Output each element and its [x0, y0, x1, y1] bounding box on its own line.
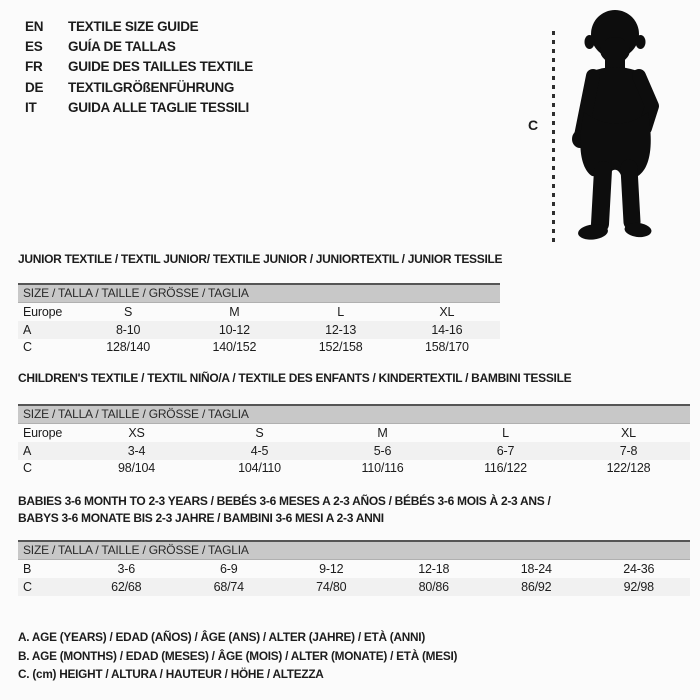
- footnote-a: A. AGE (YEARS) / EDAD (AÑOS) / ÂGE (ANS) / ALTER (JAHRE) / ETÀ (ANNI): [18, 630, 425, 644]
- table-header-size: SIZE / TALLA / TAILLE / GRÖSSE / TAGLIA: [18, 283, 500, 303]
- language-row-fr: [25, 57, 253, 77]
- row-label: C: [23, 579, 32, 594]
- size-cell: L: [502, 425, 509, 440]
- size-cell: S: [255, 425, 264, 440]
- height-cell: 122/128: [606, 461, 651, 476]
- row-label: C: [23, 461, 32, 476]
- age-cell: 9-12: [319, 561, 344, 576]
- height-cell: 86/92: [521, 579, 552, 594]
- age-cell: 14-16: [431, 322, 463, 337]
- section-title: JUNIOR TEXTILE / TEXTIL JUNIOR/ TEXTILE JUNIOR / JUNIORTEXTIL / JUNIOR TESSILE: [18, 252, 503, 266]
- height-cell: 158/170: [424, 340, 469, 355]
- table-row-height: [18, 578, 690, 596]
- footnotes: [18, 628, 457, 684]
- size-cell: M: [229, 304, 240, 319]
- height-cell: 68/74: [213, 579, 244, 594]
- section-title-line1: BABIES 3-6 MONTH TO 2-3 YEARS / BEBÉS 3-6 MESES A 2-3 AÑOS / BÉBÉS 3-6 MOIS À 2-3 ANS /: [18, 494, 551, 508]
- age-cell: 3-6: [117, 561, 135, 576]
- row-label: B: [23, 561, 32, 576]
- language-code: DE: [25, 79, 44, 95]
- height-cell: 74/80: [316, 579, 347, 594]
- footnote-b: B. AGE (MONTHS) / EDAD (MESES) / ÂGE (MOIS) / ALTER (MONATE) / ETÀ (MESI): [18, 648, 458, 663]
- age-cell: 24-36: [623, 561, 655, 576]
- section-title-line2: BABYS 3-6 MONATE BIS 2-3 JAHRE / BAMBINI 3-6 MESI A 2-3 ANNI: [18, 511, 384, 525]
- table-row-europe: [18, 303, 500, 321]
- language-list: [25, 16, 253, 118]
- table-row-age-months: [18, 560, 690, 578]
- language-label: TEXTILGRÖßENFÜHRUNG: [68, 79, 235, 95]
- row-label: Europe: [23, 304, 63, 319]
- language-row-de: [25, 77, 253, 97]
- age-cell: 7-8: [619, 443, 638, 458]
- age-cell: 6-9: [220, 561, 238, 576]
- height-cell: 116/122: [484, 461, 527, 476]
- height-marker-label: C: [528, 117, 539, 133]
- language-row-en: [25, 16, 253, 36]
- section-junior-textile: [18, 251, 503, 356]
- age-cell: 4-5: [250, 443, 269, 458]
- height-cell: 140/152: [212, 340, 257, 355]
- toddler-silhouette-icon: [558, 8, 668, 244]
- age-cell: 18-24: [520, 561, 552, 576]
- height-dashed-line: [552, 31, 555, 245]
- table-header-size: SIZE / TALLA / TAILLE / GRÖSSE / TAGLIA: [18, 540, 690, 560]
- age-cell: 10-12: [218, 322, 250, 337]
- size-cell: XL: [439, 304, 455, 319]
- size-cell: S: [124, 304, 133, 319]
- height-cell: 62/68: [111, 579, 142, 594]
- size-cell: M: [377, 425, 388, 440]
- language-code: ES: [25, 39, 43, 55]
- language-label: GUÍA DE TALLAS: [68, 39, 176, 55]
- age-cell: 8-10: [116, 322, 141, 337]
- height-cell: 80/86: [418, 579, 449, 594]
- table-row-europe: [18, 424, 690, 442]
- row-label: Europe: [23, 425, 63, 440]
- language-code: IT: [25, 100, 37, 116]
- language-code: EN: [25, 18, 44, 34]
- height-cell: 128/140: [106, 340, 151, 355]
- height-cell: 110/116: [361, 461, 404, 476]
- language-row-it: [25, 98, 253, 118]
- height-cell: 152/158: [318, 340, 363, 355]
- age-cell: 12-13: [325, 322, 357, 337]
- table-row-height: [18, 460, 690, 478]
- table-row-age: [18, 321, 500, 339]
- age-cell: 3-4: [127, 443, 146, 458]
- section-babies-textile: [18, 493, 690, 596]
- section-childrens-textile: [18, 370, 690, 477]
- footnote-c: C. (cm) HEIGHT / ALTURA / HAUTEUR / HÖHE / ALTEZZA: [18, 667, 324, 682]
- size-cell: XS: [128, 425, 145, 440]
- row-label: A: [23, 443, 32, 458]
- age-cell: 12-18: [418, 561, 450, 576]
- language-label: GUIDE DES TAILLES TEXTILE: [68, 59, 254, 75]
- language-label: TEXTILE SIZE GUIDE: [68, 18, 199, 34]
- row-label: A: [23, 322, 32, 337]
- table-row-height: [18, 339, 500, 357]
- height-cell: 98/104: [117, 461, 156, 476]
- language-code: FR: [25, 59, 43, 75]
- table-row-age: [18, 442, 690, 460]
- language-label: GUIDA ALLE TAGLIE TESSILI: [68, 100, 249, 116]
- size-cell: XL: [621, 425, 636, 440]
- height-cell: 104/110: [238, 461, 281, 476]
- age-cell: 5-6: [373, 443, 392, 458]
- age-cell: 6-7: [496, 443, 515, 458]
- language-row-es: [25, 36, 253, 56]
- size-cell: L: [337, 304, 344, 319]
- table-header-size: SIZE / TALLA / TAILLE / GRÖSSE / TAGLIA: [18, 404, 690, 424]
- section-title: CHILDREN'S TEXTILE / TEXTIL NIÑO/A / TEXTILE DES ENFANTS / KINDERTEXTIL / BAMBINI TESSILE: [18, 371, 572, 385]
- row-label: C: [23, 340, 32, 355]
- height-cell: 92/98: [623, 579, 654, 594]
